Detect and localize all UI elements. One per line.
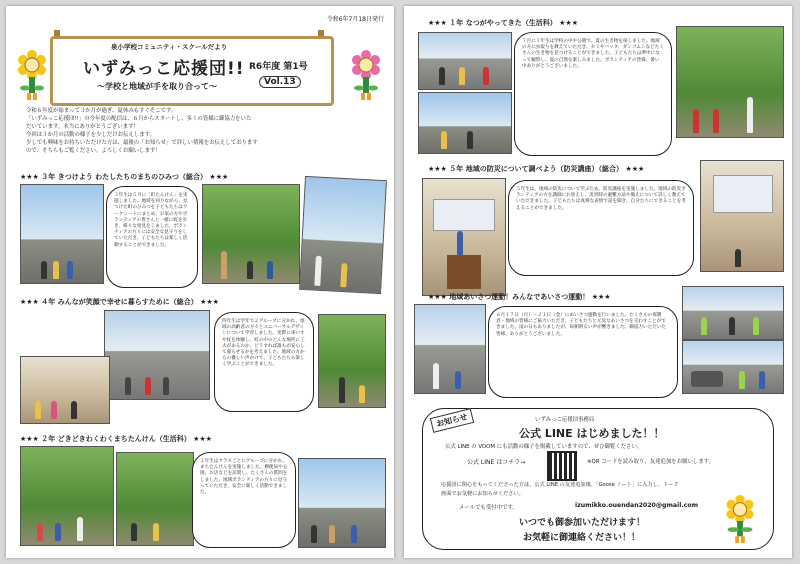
banner-school: 泉小学校コミュニティ・スクールだより bbox=[111, 43, 228, 51]
intro-line: 「いずみっこ応援団!!」の今年度の配信は、６月からスタートし、多くの皆様に御協力をいた bbox=[26, 116, 252, 122]
bubble-text: ６月１７日（月）～２１日（金）にあいさつ運動を行いました。たくさんの保護者・地域の皆様にご協力いただき、子どもたちと元気なあいさつを交わすことができました。雨の日もありましたが、毎朝明るい声が響きました。御協力いただいた皆様、ありがとうございました。 bbox=[496, 313, 666, 337]
photo-grade4-c bbox=[318, 314, 386, 408]
photo-greeting-b bbox=[682, 286, 784, 340]
intro-line: 少しでも興味をお持ちいただけた方は、最後の「お知らせ」で詳しい情報をお伝えしております bbox=[26, 140, 258, 146]
intro-line: ので、そちらもご覧ください。よろしくお願いします！ bbox=[26, 148, 161, 154]
intro-line: 令和６年度が始まって３か月が過ぎ、夏休みもすぐそこです。 bbox=[26, 108, 177, 114]
notice-box bbox=[422, 408, 774, 550]
section-heading-grade2: ★★★ ２年 どきどきわくわくまちたんけん（生活科） ★★★ bbox=[20, 435, 212, 443]
notice-line: 応援団に関心をもってくださった方は、公式 LINE の友達追加後、「Goose ノート」に入力し、トーク bbox=[441, 482, 679, 488]
photo-grade2-b bbox=[116, 452, 194, 546]
bubble-text: ７月に１年生は学校の中や公園で、夏の生き物を探しました。地域の方に虫取りを教えていただき、セミやバッタ、ダンゴムシなどたくさんの生き物を見つけることができました。子どもたちは夢中になって観察し、夏の自然を楽しみました。ボランティアの皆様、暑い中ありがとうございました。 bbox=[522, 39, 664, 69]
banner-volume: R6年度 第1号 bbox=[249, 62, 308, 72]
banner-subtitle: ～学校と地域が手を取り合って～ bbox=[97, 82, 217, 91]
intro-line: だいています。本当にありがとうございます！ bbox=[26, 124, 139, 130]
bubble-text: ５年生は、地域の防災について学ぶため、防災講座を実施しました。地域の防災ボランティアの方を講師にお迎えし、災害時の避難方法や備えについて詳しく教えていただきました。子どもたちは真剣な表情で話を聞き、自分たちにできることを考えることができました。 bbox=[516, 187, 686, 211]
notice-closing-2: お気軽に御連絡ください！！ bbox=[523, 533, 641, 543]
newsletter-page-left bbox=[6, 6, 394, 558]
section-heading-grade1: ★★★ １年 なつがやってきた（生活科） ★★★ bbox=[428, 19, 578, 27]
notice-line: 公式 LINE はコチラ→ bbox=[467, 459, 526, 466]
photo-greeting-c bbox=[682, 340, 784, 394]
bubble-text: ３年生は５月に「町たんけん」を実施しました。地域を回りながら、見つけた町のひみつを子どもたちはワークシートにまとめ、お家の方やボランティアの皆さんと一緒に町を歩き、様々な発見をしました。ボランティアの方々には安全な見守りをしていただき、子どもたちは楽しく活動することができました。 bbox=[114, 193, 188, 248]
section-heading-greeting: ★★★ 地域あいさつ運動！みんなであいさつ運動！ ★★★ bbox=[428, 293, 611, 301]
text-bubble-grade2 bbox=[192, 452, 296, 548]
qr-code-icon[interactable] bbox=[547, 451, 577, 481]
newsletter-page-right bbox=[404, 6, 792, 558]
sunflower-mascot-icon bbox=[725, 495, 755, 545]
photo-grade5-b bbox=[700, 160, 784, 272]
notice-email-link[interactable]: izumikko.ouendan2020@gmail.com bbox=[575, 502, 699, 509]
photo-grade4-a bbox=[104, 310, 210, 400]
notice-line: メールでも受付中です。 bbox=[459, 505, 518, 511]
sunflower-mascot-icon bbox=[352, 50, 380, 102]
notice-title: 公式 LINE はじめました！！ bbox=[519, 427, 665, 440]
section-heading-grade4: ★★★ ４年 みんなが笑顔で幸せに暮らすために（総合） ★★★ bbox=[20, 298, 219, 306]
photo-grade2-c bbox=[298, 458, 386, 548]
intro-text bbox=[26, 107, 382, 155]
sunflower-mascot-icon bbox=[18, 50, 46, 102]
photo-grade3-a bbox=[20, 184, 104, 284]
photo-grade2-a bbox=[20, 446, 114, 546]
banner-title: いずみっこ応援団!! bbox=[83, 59, 245, 79]
text-bubble-grade5 bbox=[508, 180, 694, 276]
photo-grade4-b bbox=[20, 356, 110, 424]
notice-tag: お知らせ bbox=[430, 408, 474, 433]
text-bubble-grade4 bbox=[214, 312, 314, 412]
notice-line: ※QR コードを読み取り、友達追加をお願いします。 bbox=[587, 459, 714, 465]
text-bubble-grade3 bbox=[106, 186, 198, 288]
section-heading-grade3: ★★★ ３年 きつけよう わたしたちのまちのひみつ（総合） ★★★ bbox=[20, 173, 229, 181]
title-banner bbox=[50, 36, 334, 106]
text-bubble-grade1 bbox=[514, 32, 672, 156]
notice-line: 画面でお気軽にお知らせください。 bbox=[441, 491, 524, 497]
banner-vol-no: Vol.13 bbox=[259, 76, 301, 88]
photo-grade1-b bbox=[418, 92, 512, 154]
photo-greeting-a bbox=[414, 304, 486, 394]
notice-org: いずみっこ応援団事務局 bbox=[535, 417, 595, 423]
notice-line: 公式 LINE の VOOM にも活動の様子を掲載していますので、ぜひ御覧ください。 bbox=[445, 444, 643, 450]
issue-date: 令和6年7月18日発行 bbox=[326, 16, 384, 23]
bubble-text: ２年生はクラスごとにグループに分かれ、まちたんけんを実施しました。郵便局や公園、お店などを訪問し、たくさんの質問をしました。地域ボランティアの方々に見守っていただき、安全に楽しく活動できました。 bbox=[200, 459, 288, 496]
photo-grade3-b bbox=[202, 184, 300, 284]
intro-line: 今回は３か月の活動の様子を少しだけお伝えします。 bbox=[26, 132, 155, 138]
photo-grade5-a bbox=[422, 178, 506, 296]
bubble-text: 四年生は学年で２グループに分かれ、地域の高齢者の方々とユニバーサルデザインについて学習しました。実際に車いすや杖を体験し、町の中のどんな場所に工夫があるのか、どうすれば誰もが安心して暮らせるかを考えました。地域の方からの優しい声かけで、子どもたちも楽しく学ぶことができました。 bbox=[222, 319, 305, 368]
photo-grade3-c bbox=[299, 176, 387, 294]
section-heading-grade5: ★★★ ５年 地域の防災について調べよう（防災講座）（総合） ★★★ bbox=[428, 165, 645, 173]
text-bubble-greeting bbox=[488, 306, 678, 398]
photo-grade1-c bbox=[676, 26, 784, 138]
notice-closing-1: いつでも御参加いただけます！ bbox=[519, 518, 646, 528]
photo-grade1-a bbox=[418, 32, 512, 90]
